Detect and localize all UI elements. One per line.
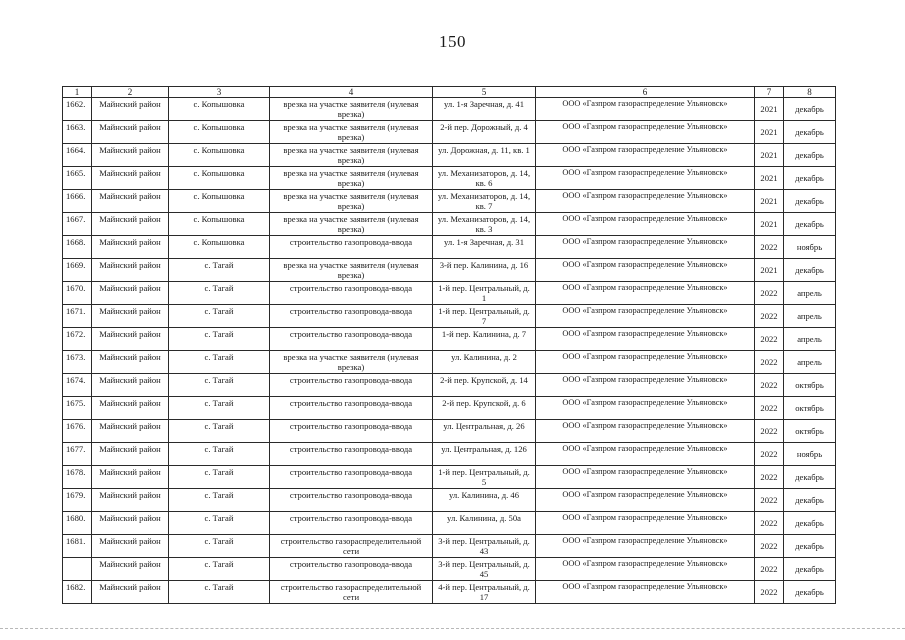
month-cell: декабрь — [784, 144, 836, 167]
district-cell: Майнский район — [92, 282, 169, 305]
column-header: 5 — [433, 87, 536, 98]
district-cell: Майнский район — [92, 236, 169, 259]
district-cell: Майнский район — [92, 98, 169, 121]
row-number-cell: 1672. — [63, 328, 92, 351]
organization-cell: ООО «Газпром газораспределение Ульяновск» — [536, 374, 755, 397]
organization-cell: ООО «Газпром газораспределение Ульяновск» — [536, 443, 755, 466]
organization-cell: ООО «Газпром газораспределение Ульяновск» — [536, 420, 755, 443]
work-type-cell: строительство газопровода-ввода — [270, 489, 433, 512]
organization-cell: ООО «Газпром газораспределение Ульяновск» — [536, 190, 755, 213]
settlement-cell: с. Тагай — [169, 558, 270, 581]
year-cell: 2022 — [755, 236, 784, 259]
year-cell: 2022 — [755, 512, 784, 535]
month-cell: декабрь — [784, 213, 836, 236]
month-cell: декабрь — [784, 167, 836, 190]
organization-cell: ООО «Газпром газораспределение Ульяновск» — [536, 98, 755, 121]
district-cell: Майнский район — [92, 167, 169, 190]
address-cell: ул. Центральная, д. 126 — [433, 443, 536, 466]
settlement-cell: с. Тагай — [169, 374, 270, 397]
address-cell: ул. 1-я Заречная, д. 41 — [433, 98, 536, 121]
address-cell: 3-й пер. Калинина, д. 16 — [433, 259, 536, 282]
address-cell: 4-й пер. Центральный, д. 17 — [433, 581, 536, 604]
row-number-cell: 1677. — [63, 443, 92, 466]
row-number-cell: 1665. — [63, 167, 92, 190]
column-header: 8 — [784, 87, 836, 98]
year-cell: 2022 — [755, 558, 784, 581]
year-cell: 2021 — [755, 144, 784, 167]
table-row — [63, 397, 836, 420]
district-cell: Майнский район — [92, 489, 169, 512]
address-cell: ул. Калинина, д. 2 — [433, 351, 536, 374]
work-type-cell: врезка на участке заявителя (нулевая врезка) — [270, 190, 433, 213]
district-cell: Майнский район — [92, 144, 169, 167]
year-cell: 2022 — [755, 374, 784, 397]
year-cell: 2022 — [755, 466, 784, 489]
address-cell: 3-й пер. Центральный, д. 43 — [433, 535, 536, 558]
settlement-cell: с. Тагай — [169, 305, 270, 328]
row-number-cell: 1671. — [63, 305, 92, 328]
row-number-cell: 1667. — [63, 213, 92, 236]
column-header: 6 — [536, 87, 755, 98]
year-cell: 2022 — [755, 443, 784, 466]
table-row — [63, 121, 836, 144]
settlement-cell: с. Копышовка — [169, 98, 270, 121]
table-row — [63, 466, 836, 489]
settlement-cell: с. Копышовка — [169, 121, 270, 144]
column-header: 4 — [270, 87, 433, 98]
table-row — [63, 374, 836, 397]
settlement-cell: с. Тагай — [169, 535, 270, 558]
year-cell: 2021 — [755, 121, 784, 144]
settlement-cell: с. Копышовка — [169, 236, 270, 259]
organization-cell: ООО «Газпром газораспределение Ульяновск» — [536, 144, 755, 167]
table-row — [63, 213, 836, 236]
month-cell: апрель — [784, 282, 836, 305]
district-cell: Майнский район — [92, 351, 169, 374]
address-cell: ул. Калинина, д. 50а — [433, 512, 536, 535]
year-cell: 2022 — [755, 397, 784, 420]
table-row — [63, 512, 836, 535]
table-header-row — [63, 87, 836, 98]
row-number-cell: 1681. — [63, 535, 92, 558]
year-cell: 2022 — [755, 581, 784, 604]
organization-cell: ООО «Газпром газораспределение Ульяновск» — [536, 236, 755, 259]
district-cell: Майнский район — [92, 259, 169, 282]
month-cell: апрель — [784, 351, 836, 374]
month-cell: декабрь — [784, 466, 836, 489]
district-cell: Майнский район — [92, 328, 169, 351]
table-row — [63, 489, 836, 512]
page-number: 150 — [439, 32, 466, 51]
organization-cell: ООО «Газпром газораспределение Ульяновск» — [536, 167, 755, 190]
organization-cell: ООО «Газпром газораспределение Ульяновск» — [536, 489, 755, 512]
year-cell: 2021 — [755, 213, 784, 236]
work-type-cell: врезка на участке заявителя (нулевая врезка) — [270, 121, 433, 144]
work-type-cell: строительство газопровода-ввода — [270, 558, 433, 581]
address-cell: 2-й пер. Крупской, д. 6 — [433, 397, 536, 420]
organization-cell: ООО «Газпром газораспределение Ульяновск» — [536, 259, 755, 282]
address-cell: ул. 1-я Заречная, д. 31 — [433, 236, 536, 259]
address-cell: 3-й пер. Центральный, д. 45 — [433, 558, 536, 581]
organization-cell: ООО «Газпром газораспределение Ульяновск» — [536, 328, 755, 351]
settlement-cell: с. Тагай — [169, 282, 270, 305]
work-type-cell: строительство газопровода-ввода — [270, 512, 433, 535]
month-cell: октябрь — [784, 397, 836, 420]
row-number-cell: 1670. — [63, 282, 92, 305]
row-number-cell: 1669. — [63, 259, 92, 282]
address-cell: 2-й пер. Дорожный, д. 4 — [433, 121, 536, 144]
document-table-wrapper — [62, 86, 835, 604]
table-row — [63, 236, 836, 259]
work-type-cell: врезка на участке заявителя (нулевая врезка) — [270, 351, 433, 374]
bottom-scan-edge — [0, 628, 905, 629]
table-body — [63, 87, 836, 604]
organization-cell: ООО «Газпром газораспределение Ульяновск» — [536, 121, 755, 144]
settlement-cell: с. Тагай — [169, 328, 270, 351]
address-cell: 1-й пер. Центральный, д. 1 — [433, 282, 536, 305]
month-cell: декабрь — [784, 259, 836, 282]
month-cell: декабрь — [784, 512, 836, 535]
organization-cell: ООО «Газпром газораспределение Ульяновск» — [536, 512, 755, 535]
settlement-cell: с. Копышовка — [169, 213, 270, 236]
work-type-cell: строительство газопровода-ввода — [270, 236, 433, 259]
year-cell: 2021 — [755, 167, 784, 190]
address-cell: ул. Механизаторов, д. 14, кв. 6 — [433, 167, 536, 190]
year-cell: 2022 — [755, 489, 784, 512]
year-cell: 2021 — [755, 259, 784, 282]
district-cell: Майнский район — [92, 190, 169, 213]
row-number-cell: 1663. — [63, 121, 92, 144]
row-number-cell: 1676. — [63, 420, 92, 443]
settlement-cell: с. Тагай — [169, 443, 270, 466]
table-row — [63, 581, 836, 604]
district-cell: Майнский район — [92, 374, 169, 397]
organization-cell: ООО «Газпром газораспределение Ульяновск» — [536, 535, 755, 558]
month-cell: декабрь — [784, 98, 836, 121]
district-cell: Майнский район — [92, 558, 169, 581]
settlement-cell: с. Тагай — [169, 466, 270, 489]
table-row — [63, 351, 836, 374]
row-number-cell: 1678. — [63, 466, 92, 489]
year-cell: 2022 — [755, 351, 784, 374]
table-row — [63, 282, 836, 305]
address-cell: 1-й пер. Центральный, д. 5 — [433, 466, 536, 489]
month-cell: октябрь — [784, 374, 836, 397]
table-row — [63, 558, 836, 581]
column-header: 1 — [63, 87, 92, 98]
year-cell: 2022 — [755, 535, 784, 558]
column-header: 3 — [169, 87, 270, 98]
settlement-cell: с. Тагай — [169, 581, 270, 604]
address-cell: 1-й пер. Центральный, д. 7 — [433, 305, 536, 328]
row-number-cell: 1679. — [63, 489, 92, 512]
table-row — [63, 98, 836, 121]
organization-cell: ООО «Газпром газораспределение Ульяновск» — [536, 558, 755, 581]
district-cell: Майнский район — [92, 121, 169, 144]
address-cell: 1-й пер. Калинина, д. 7 — [433, 328, 536, 351]
settlement-cell: с. Тагай — [169, 259, 270, 282]
table-row — [63, 259, 836, 282]
row-number-cell — [63, 558, 92, 581]
year-cell: 2021 — [755, 190, 784, 213]
settlement-cell: с. Тагай — [169, 489, 270, 512]
work-type-cell: строительство газораспределительной сети — [270, 581, 433, 604]
organization-cell: ООО «Газпром газораспределение Ульяновск» — [536, 213, 755, 236]
month-cell: октябрь — [784, 420, 836, 443]
district-cell: Майнский район — [92, 581, 169, 604]
district-cell: Майнский район — [92, 305, 169, 328]
settlement-cell: с. Тагай — [169, 397, 270, 420]
address-cell: ул. Дорожная, д. 11, кв. 1 — [433, 144, 536, 167]
work-type-cell: строительство газораспределительной сети — [270, 535, 433, 558]
address-cell: ул. Механизаторов, д. 14, кв. 3 — [433, 213, 536, 236]
year-cell: 2022 — [755, 305, 784, 328]
work-type-cell: строительство газопровода-ввода — [270, 328, 433, 351]
work-type-cell: строительство газопровода-ввода — [270, 443, 433, 466]
district-cell: Майнский район — [92, 512, 169, 535]
organization-cell: ООО «Газпром газораспределение Ульяновск» — [536, 397, 755, 420]
month-cell: декабрь — [784, 190, 836, 213]
row-number-cell: 1674. — [63, 374, 92, 397]
year-cell: 2021 — [755, 98, 784, 121]
work-type-cell: врезка на участке заявителя (нулевая врезка) — [270, 259, 433, 282]
row-number-cell: 1668. — [63, 236, 92, 259]
row-number-cell: 1680. — [63, 512, 92, 535]
column-header: 7 — [755, 87, 784, 98]
column-header: 2 — [92, 87, 169, 98]
work-type-cell: строительство газопровода-ввода — [270, 305, 433, 328]
month-cell: декабрь — [784, 121, 836, 144]
table-row — [63, 535, 836, 558]
work-type-cell: строительство газопровода-ввода — [270, 374, 433, 397]
year-cell: 2022 — [755, 420, 784, 443]
settlement-cell: с. Копышовка — [169, 190, 270, 213]
table-row — [63, 190, 836, 213]
settlement-cell: с. Тагай — [169, 351, 270, 374]
organization-cell: ООО «Газпром газораспределение Ульяновск» — [536, 581, 755, 604]
row-number-cell: 1664. — [63, 144, 92, 167]
table-row — [63, 443, 836, 466]
settlement-cell: с. Копышовка — [169, 167, 270, 190]
year-cell: 2022 — [755, 328, 784, 351]
district-cell: Майнский район — [92, 420, 169, 443]
district-cell: Майнский район — [92, 535, 169, 558]
work-type-cell: строительство газопровода-ввода — [270, 420, 433, 443]
work-type-cell: врезка на участке заявителя (нулевая врезка) — [270, 167, 433, 190]
work-type-cell: строительство газопровода-ввода — [270, 282, 433, 305]
district-cell: Майнский район — [92, 397, 169, 420]
work-type-cell: врезка на участке заявителя (нулевая врезка) — [270, 213, 433, 236]
district-cell: Майнский район — [92, 443, 169, 466]
settlement-cell: с. Копышовка — [169, 144, 270, 167]
address-cell: ул. Калинина, д. 46 — [433, 489, 536, 512]
month-cell: ноябрь — [784, 236, 836, 259]
row-number-cell: 1666. — [63, 190, 92, 213]
row-number-cell: 1682. — [63, 581, 92, 604]
work-type-cell: врезка на участке заявителя (нулевая врезка) — [270, 144, 433, 167]
row-number-cell: 1662. — [63, 98, 92, 121]
month-cell: апрель — [784, 305, 836, 328]
table-row — [63, 305, 836, 328]
table-row — [63, 167, 836, 190]
row-number-cell: 1673. — [63, 351, 92, 374]
row-number-cell: 1675. — [63, 397, 92, 420]
month-cell: декабрь — [784, 558, 836, 581]
year-cell: 2022 — [755, 282, 784, 305]
district-cell: Майнский район — [92, 213, 169, 236]
month-cell: ноябрь — [784, 443, 836, 466]
address-cell: ул. Механизаторов, д. 14, кв. 7 — [433, 190, 536, 213]
organization-cell: ООО «Газпром газораспределение Ульяновск» — [536, 282, 755, 305]
organization-cell: ООО «Газпром газораспределение Ульяновск» — [536, 351, 755, 374]
organization-cell: ООО «Газпром газораспределение Ульяновск» — [536, 305, 755, 328]
address-cell: 2-й пер. Крупской, д. 14 — [433, 374, 536, 397]
work-type-cell: строительство газопровода-ввода — [270, 397, 433, 420]
district-cell: Майнский район — [92, 466, 169, 489]
month-cell: декабрь — [784, 489, 836, 512]
work-type-cell: врезка на участке заявителя (нулевая врезка) — [270, 98, 433, 121]
settlement-cell: с. Тагай — [169, 420, 270, 443]
month-cell: апрель — [784, 328, 836, 351]
table-row — [63, 420, 836, 443]
work-type-cell: строительство газопровода-ввода — [270, 466, 433, 489]
gasification-schedule-table — [62, 86, 836, 604]
month-cell: декабрь — [784, 581, 836, 604]
address-cell: ул. Центральная, д. 26 — [433, 420, 536, 443]
table-row — [63, 328, 836, 351]
month-cell: декабрь — [784, 535, 836, 558]
organization-cell: ООО «Газпром газораспределение Ульяновск» — [536, 466, 755, 489]
settlement-cell: с. Тагай — [169, 512, 270, 535]
table-row — [63, 144, 836, 167]
